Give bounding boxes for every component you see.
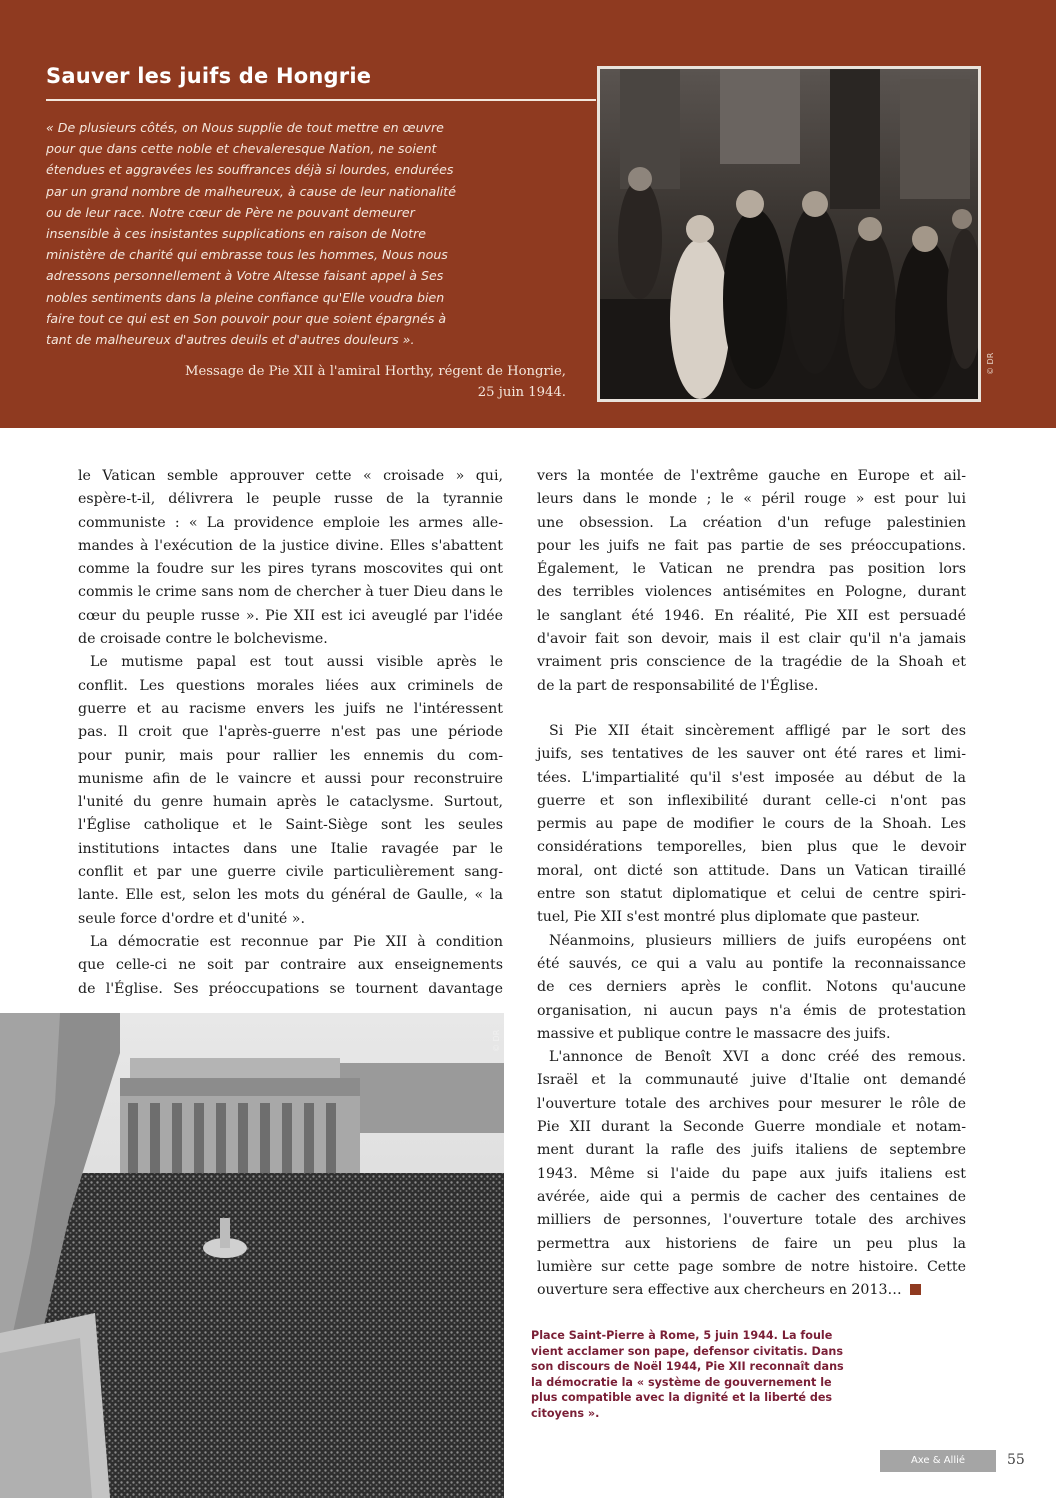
text-line: milliers de personnes, l'ouverture totale des archives	[537, 1212, 966, 1229]
section-tab: Axe & Allié	[880, 1450, 996, 1472]
text-line: munisme afin de le vaincre et aussi pour reconstruire	[78, 770, 503, 787]
quote-line: ministère de charité qui embrasse tous les hommes, Nous nous	[46, 247, 448, 263]
text-line: été sauvés, ce qui a valu au pontife la reconnaissance	[537, 955, 966, 972]
quote-line: insensible à ces insistantes supplications en raison de Notre	[46, 226, 426, 242]
quote-line: nobles sentiments dans la pleine confiance qu'Elle voudra bien	[46, 289, 445, 305]
text-line: considérations temporelles, bien plus que le devoir	[537, 839, 966, 856]
quote-attribution	[185, 361, 566, 403]
attribution-line: Message de Pie XII à l'amiral Horthy, régent de Hongrie,	[184, 364, 566, 379]
text-line: que celle-ci ne soit par contraire aux enseignements	[78, 957, 503, 974]
caption-line: citoyens ».	[531, 1406, 600, 1420]
photo-caption	[531, 1328, 911, 1421]
text-line: pour punir, mais pour rallier les ennemis du com-	[78, 747, 503, 764]
text-line: mandes à l'exécution de la justice divine. Elles s'abattent	[78, 537, 503, 554]
quote-line: faire tout ce qui est en Son pouvoir pour que soient épargnés à	[46, 310, 447, 326]
text-line: Pie XII durant la Seconde Guerre mondiale et notam-	[537, 1119, 966, 1136]
text-line: permettra aux historiens de faire un peu plus la	[537, 1235, 966, 1252]
box-quote	[46, 117, 576, 350]
quote-line: par un grand nombre de malheureux, à cause de leur nationalité	[46, 183, 456, 199]
text-line: ment durant la rafle des juifs italiens de septembre	[537, 1142, 966, 1159]
text-line: l'ouverture totale des archives pour mesurer le rôle de	[537, 1095, 966, 1112]
text-line: de croisade contre le bolchevisme.	[78, 631, 328, 648]
text-line: pour les juifs ne fait pas partie de ses préoccupations.	[537, 537, 966, 554]
text-line: permis au pape de modifier le cours de la Shoah. Les	[537, 816, 966, 833]
caption-line: plus compatible avec la dignité et la liberté des	[531, 1391, 833, 1404]
text-line: cœur du peuple russe ». Pie XII est ici aveuglé par l'idée	[78, 607, 503, 624]
text-line: entre son statut diplomatique et celui de centre spiri-	[537, 886, 966, 903]
title-underline	[46, 99, 596, 101]
text-line: le Vatican semble approuver cette « croisade » qui,	[78, 468, 503, 484]
text-line: massive et publique contre le massacre des juifs.	[537, 1025, 891, 1042]
text-line: Si Pie XII était sincèrement affligé par le sort des	[549, 722, 966, 739]
text-line: espère-t-il, délivrera le peuple russe de la tyrannie	[78, 491, 503, 508]
end-mark-icon	[910, 1284, 921, 1295]
paragraph	[537, 720, 966, 930]
text-line: communiste : « La providence emploie les armes alle-	[78, 514, 503, 531]
article-column-left	[78, 465, 503, 1001]
page-number: 55	[1007, 1452, 1025, 1468]
quote-line: tant de malheureux d'autres deuils et d'autres douleurs ».	[46, 332, 415, 348]
text-line: avérée, aide qui a permis de cacher des centaines de	[537, 1188, 966, 1205]
text-line: lante. Elle est, selon les mots du général de Gaulle, « la	[78, 887, 503, 904]
paragraph	[78, 465, 503, 651]
text-line: des terribles violences antisémites en Pologne, durant	[537, 584, 966, 601]
paragraph-gap	[537, 698, 966, 720]
text-line: guerre et au racisme envers les juifs ne l'intéressent	[78, 700, 503, 717]
text-line: juifs, ses tentatives de les sauver ont été rares et limi-	[537, 746, 966, 763]
text-line	[537, 1279, 966, 1302]
text-line: moral, ont dicté son attitude. Dans un Vatican tiraillé	[537, 862, 966, 879]
text-line: seule force d'ordre et d'unité ».	[78, 910, 305, 927]
text-line: pas. Il croit que l'après-guerre n'est pas une période	[78, 724, 503, 741]
box-title: Sauver les juifs de Hongrie	[46, 64, 372, 88]
text-line: vraiment pris conscience de la tragédie de la Shoah et	[537, 654, 966, 671]
crowd-photo-image	[0, 1013, 504, 1498]
paragraph	[537, 1046, 966, 1302]
text-line-content: ouverture sera effective aux chercheurs en 2013…	[537, 1282, 902, 1299]
paragraph	[78, 931, 503, 1001]
text-line: tées. L'impartialité qu'il s'est imposée au début de la	[537, 769, 966, 786]
article-column-right	[537, 465, 966, 1302]
reception-photo-image	[600, 69, 978, 399]
text-line: une obsession. La création d'un refuge palestinien	[537, 514, 966, 531]
st-peters-square-photo	[0, 1013, 504, 1498]
text-line: commis le crime sans nom de chercher à tuer Dieu dans le	[78, 584, 503, 601]
text-line: tuel, Pie XII s'est montré plus diplomate que pasteur.	[537, 909, 920, 926]
caption-line: vient acclamer son pape, defensor civitatis. Dans	[531, 1344, 843, 1358]
text-line: La démocratie est reconnue par Pie XII à condition	[90, 933, 503, 950]
text-line: organisation, ni aucun pays n'a émis de protestation	[537, 1002, 966, 1019]
photo-credit: © DR	[492, 1029, 501, 1052]
photo-credit: © DR	[986, 352, 995, 375]
caption-line: son discours de Noël 1944, Pie XII reconnaît dans	[531, 1360, 844, 1373]
text-line: l'Église catholique et le Saint-Siège sont les seules	[78, 817, 503, 834]
quote-line: ou de leur race. Notre cœur de Père ne pouvant demeurer	[46, 204, 415, 220]
caption-line: Place Saint-Pierre à Rome, 5 juin 1944. La foule	[531, 1329, 833, 1342]
text-line: Néanmoins, plusieurs milliers de juifs européens ont	[549, 932, 966, 949]
paragraph	[78, 651, 503, 931]
text-line: leurs dans le monde ; le « péril rouge » est pour lui	[537, 491, 966, 508]
quote-line: « De plusieurs côtés, on Nous supplie de tout mettre en œuvre	[46, 120, 444, 135]
text-line: guerre et son inflexibilité durant celle-ci n'ont pas	[537, 792, 966, 809]
text-line: le sanglant été 1946. En réalité, Pie XII est persuadé	[537, 607, 966, 624]
text-line: 1943. Même si l'aide du pape aux juifs italiens est	[537, 1165, 966, 1182]
quote-line: pour que dans cette noble et chevaleresque Nation, ne soient	[46, 141, 437, 157]
text-line: de l'Église. Ses préoccupations se tournent davantage	[78, 980, 503, 997]
text-line: conflit et par une guerre civile particulièrement sang-	[78, 864, 503, 881]
text-line: d'avoir fait son devoir, mais il est clair qu'il n'a jamais	[537, 631, 966, 648]
text-line: de la part de responsabilité de l'Église.	[537, 677, 819, 694]
reception-photo	[597, 66, 981, 402]
quote-line: adressons personnellement à Votre Altesse faisant appel à Ses	[46, 268, 444, 284]
text-line: de ces derniers après le conflit. Notons qu'aucune	[537, 979, 966, 996]
text-line: conflit. Les questions morales liées aux criminels de	[78, 677, 503, 694]
text-line: comme la foudre sur les pires tyrans moscovites qui ont	[78, 561, 503, 578]
text-line: vers la montée de l'extrême gauche en Europe et ail-	[537, 468, 966, 484]
text-line: institutions intactes dans une Italie ravagée par le	[78, 840, 503, 857]
paragraph	[537, 930, 966, 1046]
caption-line: la démocratie la « système de gouvernement le	[531, 1375, 832, 1389]
text-line: l'unité du genre humain après le cataclysme. Surtout,	[78, 794, 503, 811]
text-line: Également, le Vatican ne prendra pas position lors	[537, 561, 966, 578]
quote-line: étendues et aggravées les souffrances déjà si lourdes, endurées	[46, 162, 454, 178]
text-line: lumière sur cette page sombre de notre histoire. Cette	[537, 1258, 966, 1275]
text-line: L'annonce de Benoît XVI a donc créé des remous.	[549, 1049, 966, 1066]
text-line: Israël et la communauté juive d'Italie ont demandé	[537, 1072, 966, 1089]
attribution-line: 25 juin 1944.	[477, 385, 566, 400]
paragraph	[537, 465, 966, 698]
text-line: Le mutisme papal est tout aussi visible après le	[90, 654, 503, 671]
